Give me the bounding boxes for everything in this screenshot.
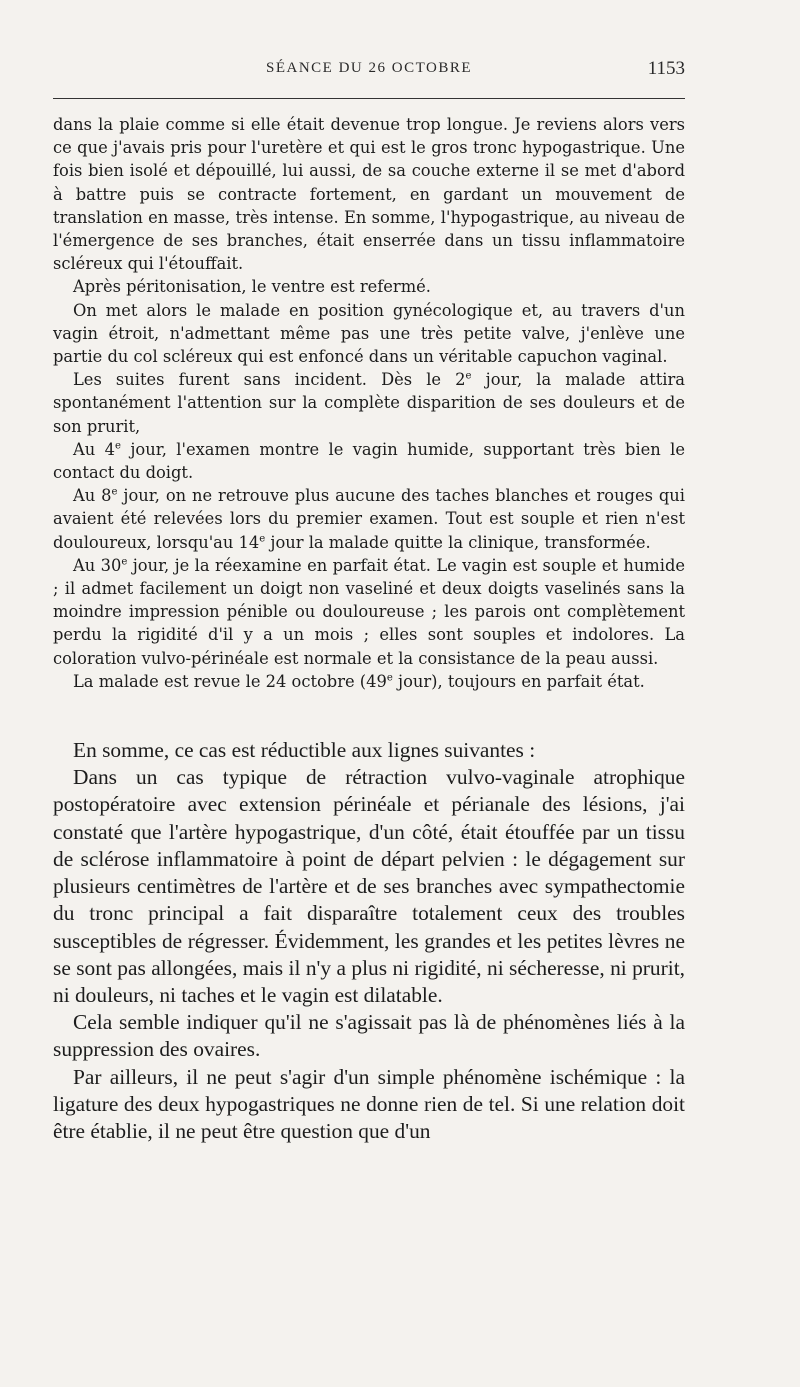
paragraph: Dans un cas typique de rétraction vulvo-vaginale atrophique postopératoire avec extension périnéale et périanale des lésions, j'ai constaté que l'artère hypogastrique, d'un côté, était étouffée par un tissu de sclérose inflammatoire à point de départ pelvien : le dégagement sur plusieurs centimètres de l'artère et de ses branches avec sympathectomie du tronc principal a fait disparaître totalement ceux des troubles susceptibles de régresser. Évidemment, les grandes et les petites lèvres ne se sont pas allongées, mais il n'y a plus ni rigidité, ni sécheresse, ni prurit, ni douleurs, ni taches et le vagin est dilatable. [53,765,685,1007]
case-report-section [53,113,685,693]
paragraph: Les suites furent sans incident. Dès le 2e jour, la malade attira spontanément l'attention sur la complète disparition de ses douleurs et de son prurit, [53,370,685,436]
header-rule [53,98,685,99]
paragraph: Au 8e jour, on ne retrouve plus aucune des taches blanches et rouges qui avaient été relevées lors du premier examen. Tout est souple et rien n'est douloureux, lorsqu'au 14e jour la malade quitte la clinique, transformée. [53,486,685,552]
paragraph: La malade est revue le 24 octobre (49e jour), toujours en parfait état. [73,671,645,691]
page-number: 1153 [647,58,685,79]
paragraph: dans la plaie comme si elle était devenue trop longue. Je reviens alors vers ce que j'avais pris pour l'uretère et qui est le gros tronc hypogastrique. Une fois bien isolé et dépouillé, lui aussi, de sa couche externe il se met d'abord à battre puis se contracte fortement, en gardant un mouvement de translation en masse, très intense. En somme, l'hypogastrique, au niveau de l'émergence de ses branches, était enserrée dans un tissu inflammatoire scléreux qui l'étouffait. [53,115,685,274]
paragraph: On met alors le malade en position gynécologique et, au travers d'un vagin étroit, n'admettant même pas une très petite valve, j'enlève une partie du col scléreux qui est enfoncé dans un véritable capuchon vaginal. [53,300,685,367]
paragraph: Par ailleurs, il ne peut s'agir d'un simple phénomène ischémique : la ligature des deux hypogastriques ne donne rien de tel. Si une relation doit être établie, il ne peut être question que d'un [53,1064,685,1143]
running-header [53,50,685,84]
paragraph: En somme, ce cas est réductible aux lignes suivantes : [73,738,536,763]
paragraph: Au 4e jour, l'examen montre le vagin humide, supportant très bien le contact du doigt. [53,439,685,483]
paragraph: Au 30e jour, je la réexamine en parfait état. Le vagin est souple et humide ; il admet facilement un doigt non vaseliné et deux doigts vaselinés sans la moindre impression pénible ou douloureuse ; les parois ont complètement perdu la rigidité d'il y a un mois ; elles sont souples et indolores. La coloration vulvo-périnéale est normale et la consistance de la peau aussi. [53,555,686,668]
paragraph: Après péritonisation, le ventre est refermé. [73,277,431,297]
paragraph: Cela semble indiquer qu'il ne s'agissait pas là de phénomènes liés à la suppression des ovaires. [53,1010,685,1062]
running-title: SÉANCE DU 26 OCTOBRE [266,60,472,76]
document-page [53,50,685,1145]
conclusion-section [53,737,685,1145]
